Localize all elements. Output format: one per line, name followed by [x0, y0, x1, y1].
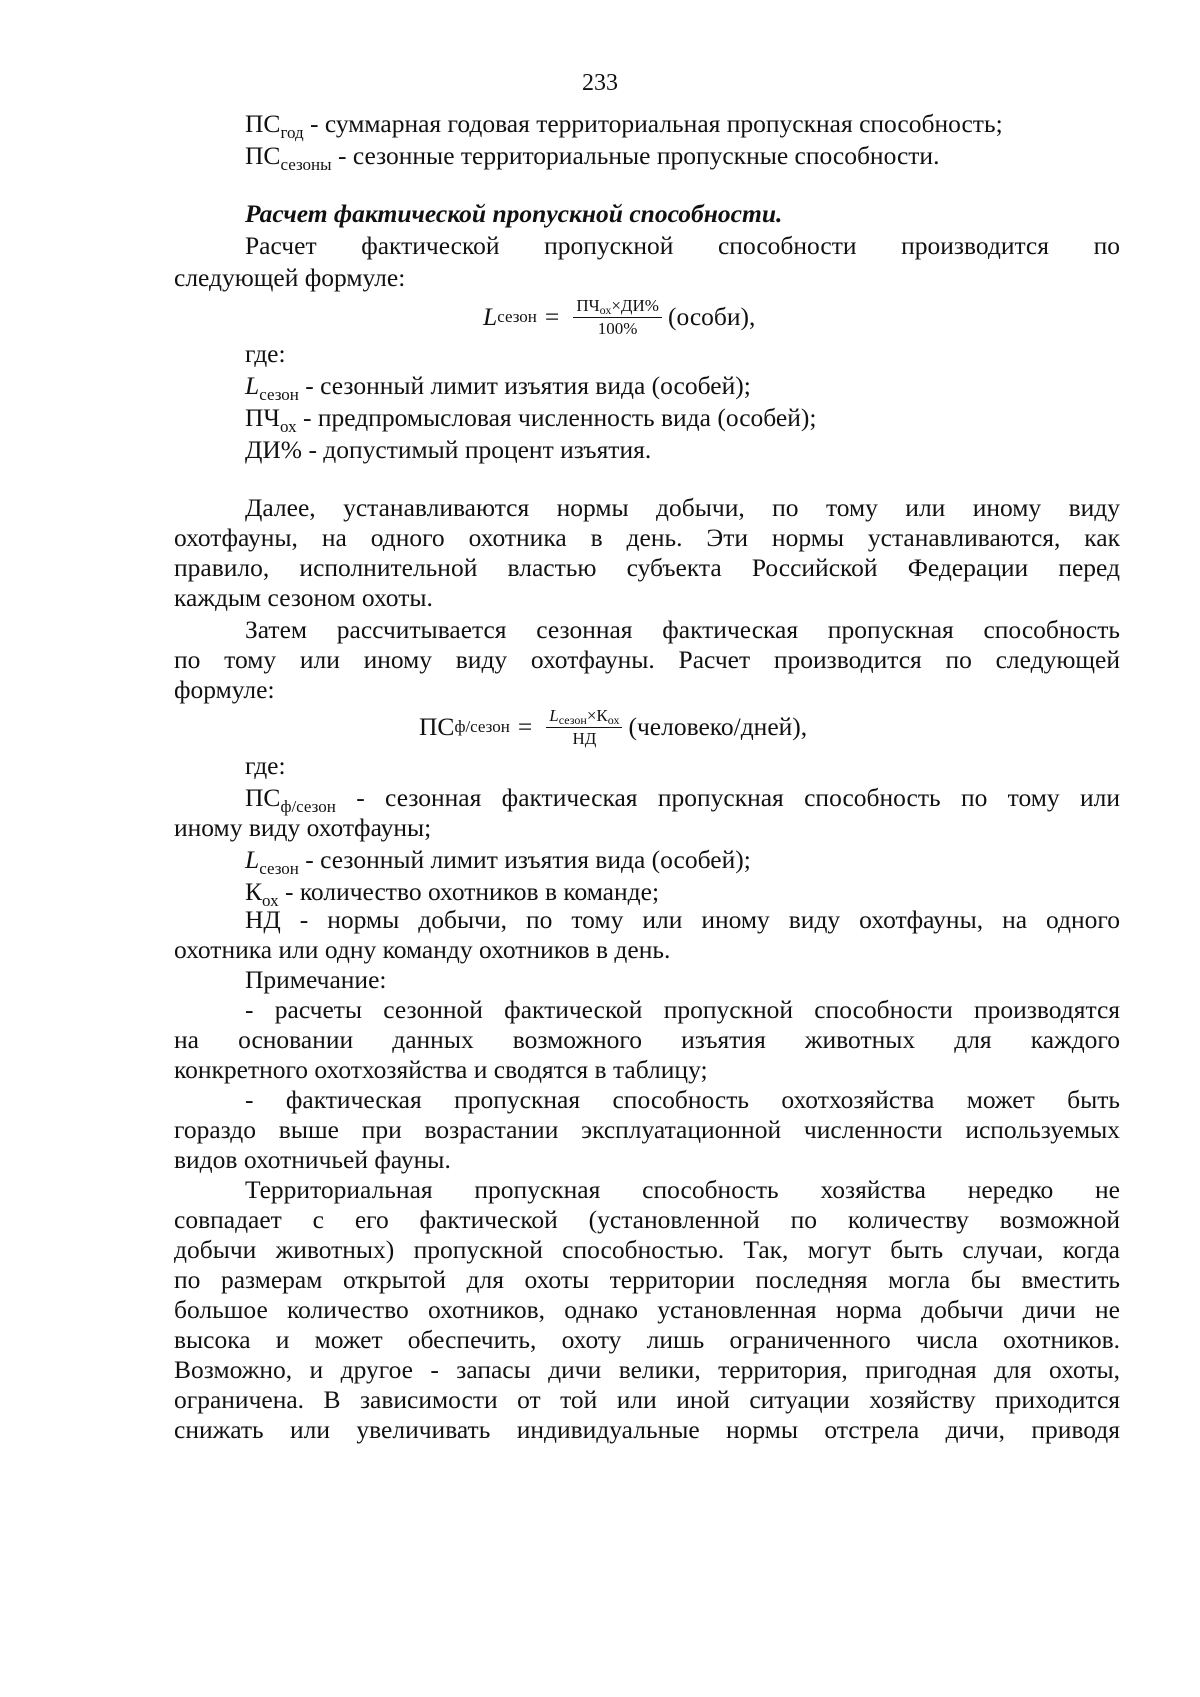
- formula-unit: (особи),: [667, 302, 756, 331]
- paragraph-line: совпадает с его фактической (установленной по количеству возможной: [174, 1205, 1120, 1234]
- definition-nd: НД - нормы добычи, по тому или иному виду охотфауны, на одного: [245, 905, 1120, 934]
- symbol-subscript: ох: [262, 891, 279, 910]
- formula-fraction: [546, 706, 622, 749]
- paragraph-line: снижать или увеличивать индивидуальные нормы отстрела дичи, приводя: [174, 1415, 1120, 1444]
- formula-unit: (человеко/дней),: [628, 712, 808, 741]
- definition-di: [245, 434, 1120, 466]
- paragraph-line: следующей формуле:: [174, 263, 406, 292]
- symbol: К: [245, 877, 263, 906]
- numerator-subscript: сезон: [558, 712, 587, 727]
- page-number: 233: [582, 70, 618, 96]
- numerator-symbol: ПЧ: [576, 295, 600, 315]
- symbol-subscript: сезоны: [280, 155, 332, 174]
- symbol: ПС: [245, 783, 281, 812]
- paragraph-line: Расчет фактической пропускной способности производится по: [245, 231, 1120, 260]
- fraction-numerator: [546, 706, 622, 728]
- paragraph-line: Территориальная пропускная способность хозяйства нередко не: [245, 1175, 1120, 1204]
- definition-text: - суммарная годовая территориальная пропускная способность;: [303, 109, 1003, 138]
- definition-text: - допустимый процент изъятия.: [302, 435, 652, 464]
- definition-text: - предпромысловая численность вида (особей);: [296, 403, 817, 432]
- symbol: L: [245, 845, 260, 874]
- note-item-line: - расчеты сезонной фактической пропускной способности производятся: [245, 995, 1120, 1024]
- definition-pch-oh: [245, 402, 1120, 434]
- symbol-subscript: сезон: [259, 859, 299, 878]
- symbol: ПС: [245, 141, 281, 170]
- symbol-subscript: ох: [280, 417, 297, 436]
- definition-continuation: иному виду охотфауны;: [174, 813, 432, 842]
- definition-ps-f-sezon: [245, 782, 1120, 814]
- numerator-rest: ×К: [586, 705, 608, 725]
- note-title: Примечание:: [245, 965, 387, 994]
- symbol: ДИ%: [245, 435, 303, 464]
- numerator-rest: ×ДИ%: [611, 295, 659, 315]
- formula-equals: =: [544, 302, 560, 331]
- paragraph-line: охотфауны, на одного охотника в день. Эти нормы устанавливаются, как: [174, 523, 1120, 552]
- fraction-numerator: [573, 296, 662, 318]
- note-item-line: видов охотничьей фауны.: [174, 1145, 451, 1174]
- definition-l-sezon-2: [245, 844, 1120, 876]
- paragraph-line: большое количество охотников, однако установленная норма добычи дичи не: [174, 1295, 1120, 1324]
- paragraph-line: по размерам открытой для охоты территории последняя могла бы вместить: [174, 1265, 1120, 1294]
- symbol: ПЧ: [245, 403, 280, 432]
- definition-ps-sezony: [245, 140, 1120, 172]
- definition-text: - количество охотников в команде;: [278, 877, 660, 906]
- definition-text: - сезонный лимит изъятия вида (особей);: [298, 371, 751, 400]
- definition-l-sezon: [245, 370, 1120, 402]
- fraction-denominator: НД: [572, 728, 597, 748]
- numerator-subscript: ох: [599, 302, 612, 317]
- symbol-subscript: ф/сезон: [280, 797, 336, 816]
- paragraph-line: Далее, устанавливаются нормы добычи, по тому или иному виду: [245, 493, 1120, 522]
- paragraph-line: добычи животных) пропускной способностью. Так, могут быть случаи, когда: [174, 1235, 1120, 1264]
- formula-l-sezon: L сезон = $\frac{ПЧ_{ох}\times ДИ\%}{100\%}$ (особи),: [483, 295, 756, 338]
- definition-text: - сезонные территориальные пропускные способности.: [331, 141, 940, 170]
- paragraph-line: по тому или иному виду охотфауны. Расчет производится по следующей: [174, 645, 1120, 674]
- fraction-denominator: 100%: [597, 318, 638, 338]
- definition-ps-god: [245, 108, 1120, 140]
- definition-text: - сезонный лимит изъятия вида (особей);: [298, 845, 751, 874]
- paragraph-line: высока и может обеспечить, охоту лишь ограниченного числа охотников.: [174, 1325, 1120, 1354]
- numerator-symbol: L: [549, 705, 559, 725]
- formula-ps-f-sezon: ПС ф/сезон = $\frac{L_{сезон}\times К_{ох}}{НД}$ (человеко/дней),: [419, 705, 808, 748]
- symbol-subscript: сезон: [259, 385, 299, 404]
- paragraph-line: каждым сезоном охоты.: [174, 583, 433, 612]
- formula-lhs: ПС: [419, 712, 455, 741]
- formula-equals: =: [517, 712, 533, 741]
- note-item-line: на основании данных возможного изъятия животных для каждого: [174, 1025, 1120, 1054]
- where-label: где:: [245, 751, 286, 780]
- definition-nd-continuation: охотника или одну команду охотников в день.: [174, 935, 671, 964]
- formula-lhs: L: [483, 302, 498, 331]
- note-item-line: конкретного охотхозяйства и сводятся в таблицу;: [174, 1055, 708, 1084]
- formula-fraction: [573, 296, 662, 339]
- paragraph-line: Затем рассчитывается сезонная фактическая пропускная способность: [245, 615, 1120, 644]
- note-item-line: гораздо выше при возрастании эксплуатационной численности используемых: [174, 1115, 1120, 1144]
- where-label: где:: [245, 339, 286, 368]
- definition-text: - сезонная фактическая пропускная способность по тому или: [335, 783, 1120, 812]
- note-item-line: - фактическая пропускная способность охотхозяйства может быть: [245, 1085, 1120, 1114]
- symbol-subscript: год: [280, 123, 304, 142]
- paragraph-line: правило, исполнительной властью субъекта Российской Федерации перед: [174, 553, 1120, 582]
- symbol: ПС: [245, 109, 281, 138]
- paragraph-line: ограничена. В зависимости от той или иной ситуации хозяйству приходится: [174, 1385, 1120, 1414]
- numerator-subscript-2: ох: [607, 712, 620, 727]
- paragraph-line: Возможно, и другое - запасы дичи велики, территория, пригодная для охоты,: [174, 1355, 1120, 1384]
- symbol: L: [245, 371, 260, 400]
- paragraph-line: формуле:: [174, 675, 275, 704]
- section-heading: Расчет фактической пропускной способности.: [245, 199, 783, 228]
